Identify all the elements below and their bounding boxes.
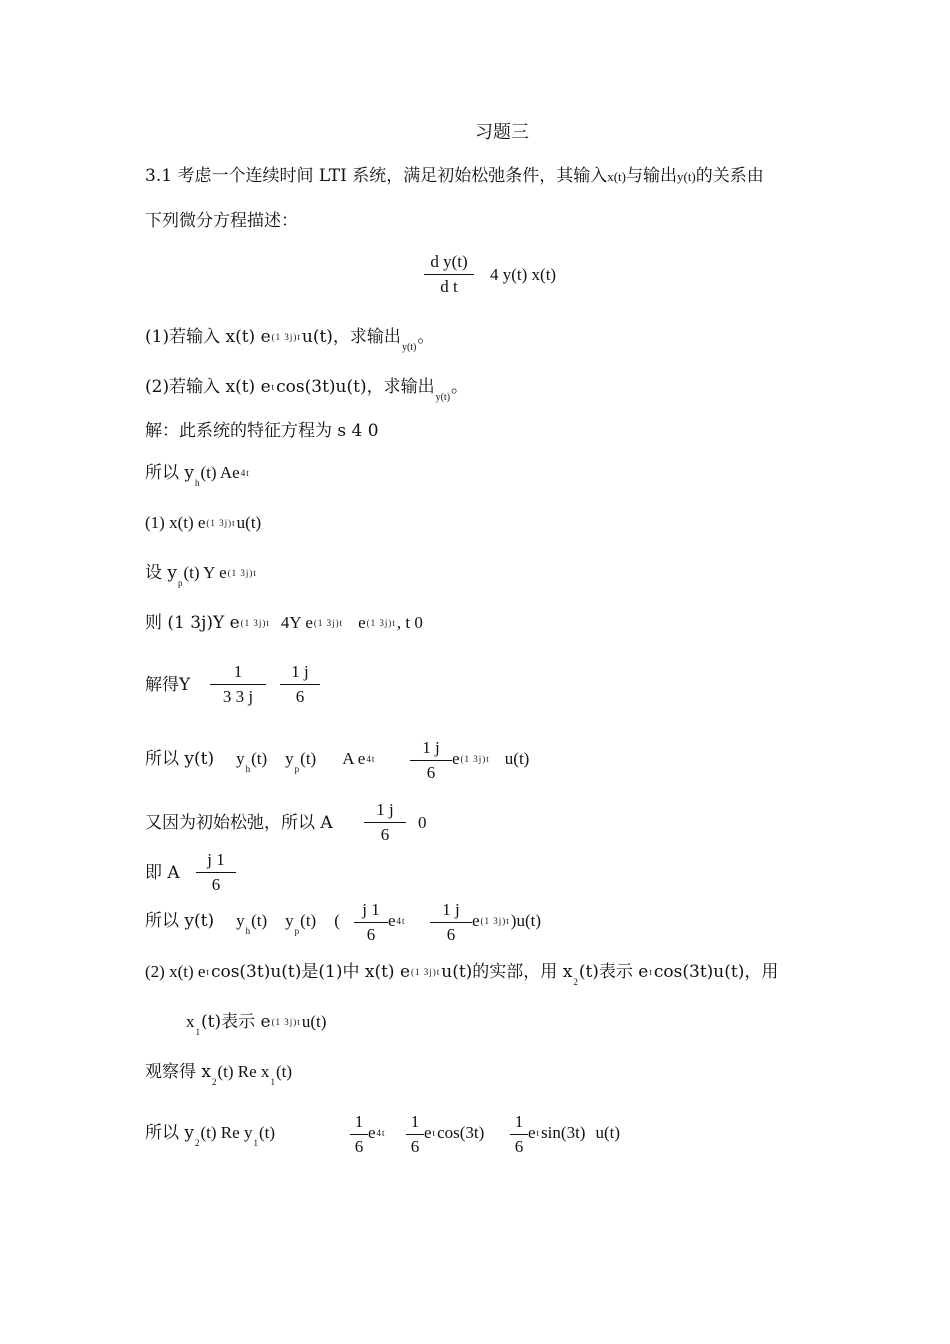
- text: y: [285, 911, 294, 930]
- text: (: [334, 911, 340, 930]
- denominator: 6: [354, 1137, 364, 1156]
- denominator: 6: [410, 1137, 420, 1156]
- intro-end: 的关系由: [695, 166, 764, 186]
- subscript: h: [245, 764, 251, 774]
- subscript: p: [178, 578, 183, 588]
- fraction: [406, 1112, 424, 1157]
- text: (t)表示 e: [578, 962, 649, 982]
- text: y: [236, 749, 245, 768]
- text: 所以 y(t): [145, 911, 215, 931]
- solution-line-2: [145, 462, 251, 486]
- exponent: 4t: [366, 754, 376, 764]
- numerator: 1 j: [410, 738, 452, 761]
- denominator: 6: [446, 925, 456, 944]
- text: (t): [275, 1062, 292, 1081]
- part1-text-b: u(t)，求输出: [301, 327, 401, 347]
- text: , t 0: [396, 613, 423, 632]
- part1-exponent: (1 3j)t: [271, 332, 301, 342]
- text: (t) Re y: [200, 1123, 253, 1142]
- fraction: [280, 662, 320, 707]
- solution-line-14-e3: [528, 1122, 620, 1146]
- text: A e: [342, 749, 366, 768]
- solution-line-4: [145, 562, 258, 586]
- text: u(t)的实部，用 x: [441, 962, 573, 982]
- eq-derivative-fraction: [424, 252, 474, 297]
- solution-line-10: [145, 910, 340, 934]
- part1-end: 。: [417, 327, 435, 347]
- denominator: 6: [366, 925, 376, 944]
- fraction: [364, 800, 406, 845]
- numerator: 1 j: [280, 662, 320, 685]
- denominator: 6: [426, 763, 436, 782]
- intro-and: 与输出: [625, 166, 677, 186]
- solution-line-5: [145, 612, 423, 636]
- text: e: [388, 911, 396, 930]
- eq-rest: 4 y(t) x(t): [490, 265, 557, 284]
- text: cos(3t): [437, 1123, 485, 1142]
- numerator: 1: [510, 1112, 528, 1135]
- exponent: t: [649, 967, 653, 977]
- exponent: (1 3j)t: [227, 568, 257, 578]
- subscript: p: [294, 764, 300, 774]
- solution-line-8: 又因为初始松弛，所以 A: [145, 813, 333, 833]
- text: 4Y e: [280, 613, 313, 632]
- text: u(t): [595, 1123, 620, 1142]
- fraction: [350, 1112, 368, 1157]
- solution-line-14-e2: [424, 1122, 484, 1146]
- subscript: 2: [195, 1138, 200, 1148]
- text: (t): [258, 1123, 275, 1142]
- text: (2) x(t) e: [145, 962, 206, 981]
- output-y: y(t): [676, 169, 696, 184]
- numerator: 1: [210, 662, 266, 685]
- text: y: [285, 749, 294, 768]
- numerator: 1 j: [430, 900, 472, 923]
- solution-line-13: [145, 1061, 292, 1085]
- text: u(t): [236, 513, 262, 532]
- text: (t) Y e: [183, 563, 227, 582]
- eq-numerator: d y(t): [424, 252, 474, 275]
- text: (t) Re x: [217, 1062, 270, 1081]
- solution-line-7-tail: [452, 748, 529, 772]
- solution-line-11: [145, 961, 778, 985]
- part2-y: y(t): [435, 392, 451, 403]
- denominator: 6: [211, 875, 221, 894]
- fraction: [196, 850, 236, 895]
- text: (t): [300, 749, 317, 768]
- text: 所以 y(t): [145, 749, 215, 769]
- solution-line-10-e1: [388, 910, 407, 934]
- exponent: (1 3j)t: [206, 518, 236, 528]
- exponent: 4t: [376, 1128, 386, 1138]
- part2-exponent: t: [271, 382, 276, 392]
- exponent: (1 3j)t: [411, 967, 441, 977]
- text: x: [186, 1012, 195, 1031]
- text: cos(3t)u(t)是(1)中 x(t) e: [210, 962, 411, 982]
- subscript: p: [294, 926, 300, 936]
- text: )u(t): [510, 911, 542, 930]
- text: (t)表示 e: [201, 1012, 271, 1032]
- text: (t) Ae: [200, 463, 240, 482]
- text: cos(3t)u(t)，用: [653, 962, 779, 982]
- part1-text: (1)若输入 x(t) e: [145, 327, 271, 347]
- text: (t): [300, 911, 317, 930]
- solution-line-12: [186, 1011, 326, 1035]
- numerator: 1: [350, 1112, 368, 1135]
- solution-line-14: [145, 1122, 275, 1146]
- exponent: (1 3j)t: [313, 618, 344, 628]
- text: 则 (1 3j)Y e: [145, 613, 240, 633]
- numerator: 1 j: [364, 800, 406, 823]
- exponent: (1 3j)t: [366, 618, 396, 628]
- exponent: 4t: [240, 468, 250, 478]
- solution-line-8-tail: 0: [418, 813, 427, 832]
- text: (t): [251, 749, 268, 768]
- part1-y: y(t): [401, 342, 417, 353]
- denominator: 3 3 j: [222, 687, 254, 706]
- solution-line-1: 解：此系统的特征方程为 s 4 0: [145, 421, 379, 441]
- intro-text: 3.1 考虑一个连续时间 LTI 系统，满足初始松弛条件，其输入: [145, 166, 608, 186]
- solution-line-7: [145, 748, 376, 772]
- text: e: [452, 749, 460, 768]
- part1-line: [145, 326, 434, 351]
- subscript: 1: [270, 1077, 275, 1087]
- exponent: (1 3j)t: [271, 1017, 301, 1027]
- text: e: [528, 1123, 536, 1142]
- subscript: 1: [253, 1138, 258, 1148]
- text: 设 y: [145, 563, 178, 583]
- exponent: t: [432, 1128, 437, 1138]
- solution-line-9: 即 A: [145, 863, 180, 883]
- text: (1) x(t) e: [145, 513, 206, 532]
- exponent: (1 3j)t: [460, 754, 490, 764]
- text: 观察得 x: [145, 1062, 211, 1082]
- exponent: t: [536, 1128, 541, 1138]
- exponent: (1 3j)t: [240, 618, 270, 628]
- text: sin(3t): [541, 1123, 586, 1142]
- fraction: [210, 662, 266, 707]
- text: u(t): [504, 749, 530, 768]
- text: e: [358, 613, 366, 632]
- page-title: 习题三: [475, 122, 529, 143]
- problem-intro-line-1: [145, 165, 764, 188]
- problem-intro-line-2: 下列微分方程描述：: [145, 211, 298, 231]
- solution-line-6: 解得Y: [145, 675, 191, 695]
- denominator: 6: [514, 1137, 524, 1156]
- solution-line-10-e2: [472, 910, 541, 934]
- numerator: j 1: [196, 850, 236, 873]
- text: e: [368, 1123, 376, 1142]
- denominator: 6: [295, 687, 305, 706]
- text: (t): [251, 911, 268, 930]
- solution-line-3: [145, 512, 261, 536]
- numerator: 1: [406, 1112, 424, 1135]
- text: e: [424, 1123, 432, 1142]
- part2-line: [145, 376, 468, 401]
- fraction: [430, 900, 472, 945]
- exponent: (1 3j)t: [480, 916, 510, 926]
- numerator: j 1: [354, 900, 388, 923]
- part2-text-b: cos(3t)u(t)，求输出: [276, 377, 435, 397]
- part2-end: 。: [451, 377, 469, 397]
- exponent: 4t: [396, 916, 406, 926]
- solution-line-14-e1: [368, 1122, 387, 1146]
- fraction: [354, 900, 388, 945]
- subscript: 2: [212, 1077, 217, 1087]
- subscript: h: [245, 926, 251, 936]
- text: u(t): [301, 1012, 327, 1031]
- text: e: [472, 911, 480, 930]
- text: 所以 y: [145, 463, 195, 483]
- fraction: [410, 738, 452, 783]
- denominator: 6: [380, 825, 390, 844]
- fraction: [510, 1112, 528, 1157]
- subscript: 1: [195, 1027, 200, 1037]
- eq-denominator: d t: [440, 277, 458, 296]
- text: y: [236, 911, 245, 930]
- part2-text: (2)若输入 x(t) e: [145, 377, 271, 397]
- subscript: h: [195, 478, 200, 488]
- exponent: t: [206, 967, 210, 977]
- subscript: 2: [573, 977, 578, 987]
- input-x: x(t): [607, 169, 626, 184]
- text: 所以 y: [145, 1123, 195, 1143]
